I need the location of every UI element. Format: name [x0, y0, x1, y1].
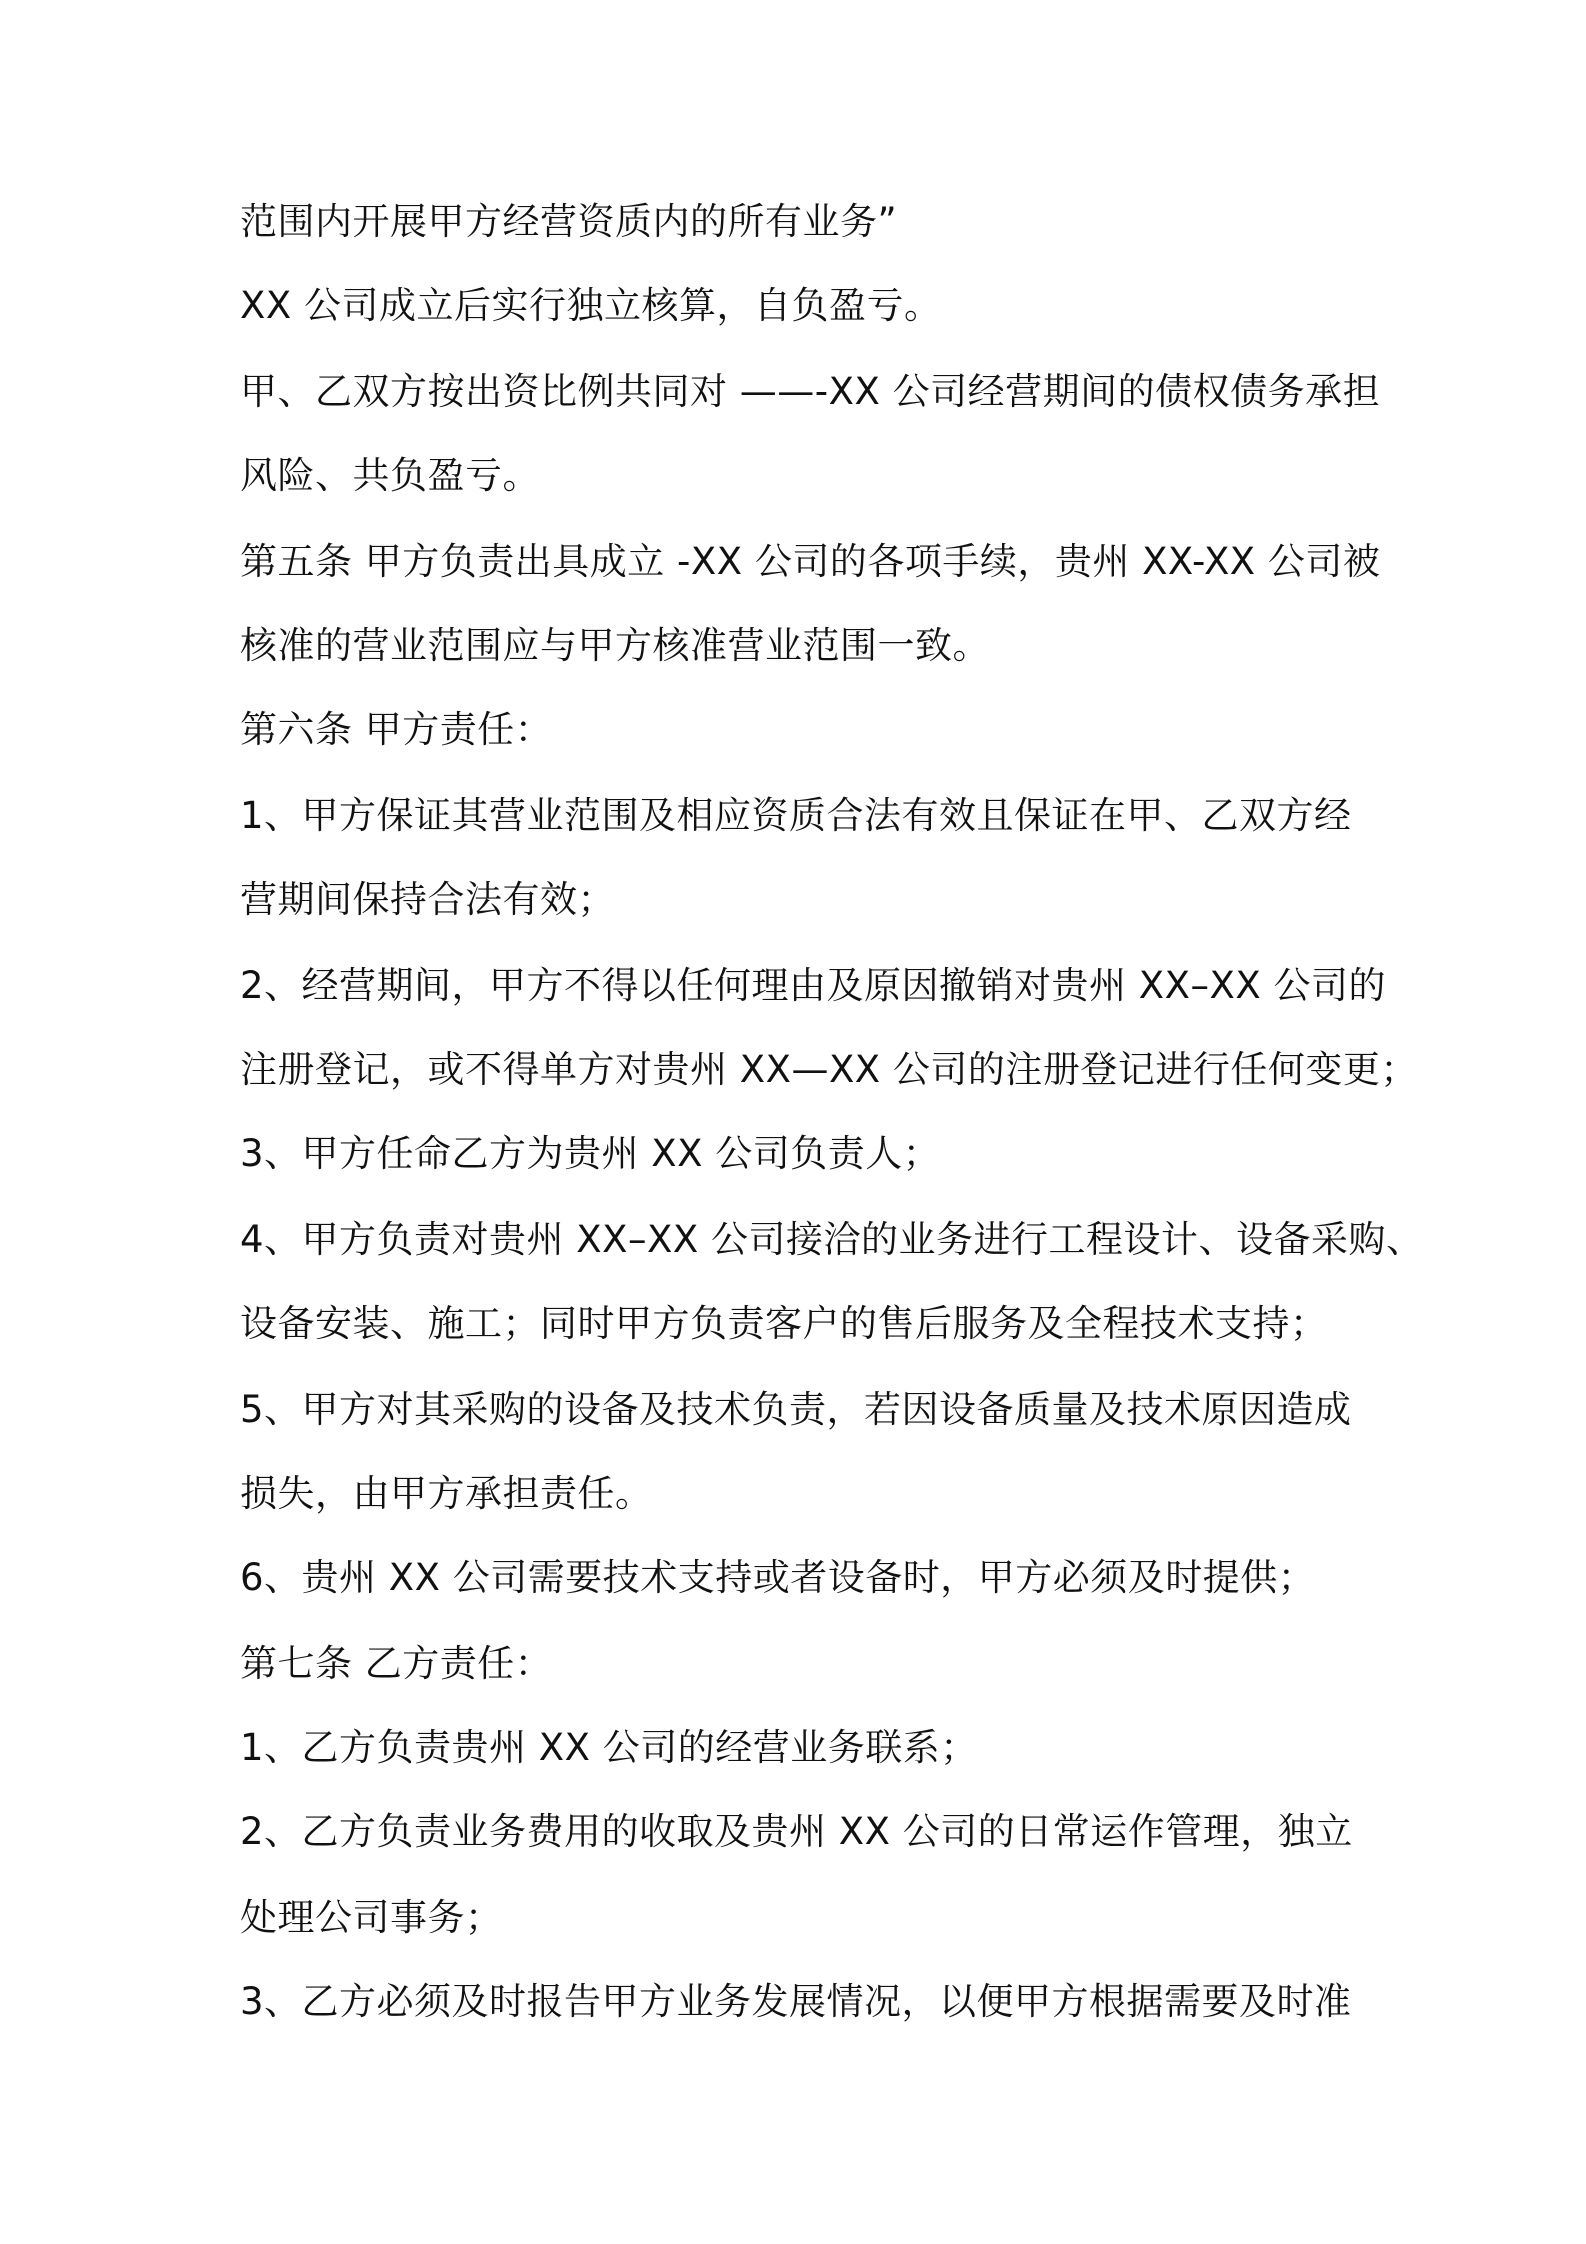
text-line: 1、乙方负责贵州 XX 公司的经营业务联系；: [240, 1726, 978, 1769]
text-line: 2、乙方负责业务费用的收取及贵州 XX 公司的日常运作管理，独立: [240, 1810, 1353, 1853]
text-line: 2、经营期间，甲方不得以任何理由及原因撤销对贵州 XX–XX 公司的: [240, 964, 1386, 1007]
text-line: 处理公司事务；: [240, 1896, 503, 1939]
text-line: 5、甲方对其采购的设备及技术负责，若因设备质量及技术原因造成: [240, 1388, 1352, 1431]
text-line: 4、甲方负责对贵州 XX–XX 公司接洽的业务进行工程设计、设备采购、: [240, 1218, 1424, 1261]
text-line: 3、甲方任命乙方为贵州 XX 公司负责人；: [240, 1132, 941, 1175]
text-line: 第五条 甲方负责出具成立 -XX 公司的各项手续，贵州 XX-XX 公司被: [240, 540, 1381, 583]
text-line: 注册登记，或不得单方对贵州 XX—XX 公司的注册登记进行任何变更；: [240, 1048, 1418, 1091]
text-line: 营期间保持合法有效；: [240, 878, 615, 921]
text-line: 核准的营业范围应与甲方核准营业范围一致。: [240, 624, 990, 667]
text-line: 第七条 乙方责任：: [240, 1642, 553, 1685]
text-line: 甲、乙双方按出资比例共同对 ——-XX 公司经营期间的债权债务承担: [240, 370, 1381, 413]
text-line: 风险、共负盈亏。: [240, 454, 540, 497]
text-line: 损失，由甲方承担责任。: [240, 1472, 653, 1515]
text-line: 第六条 甲方责任：: [240, 708, 553, 751]
text-line: 设备安装、施工；同时甲方负责客户的售后服务及全程技术支持；: [240, 1302, 1328, 1345]
text-line: 范围内开展甲方经营资质内的所有业务”: [240, 200, 898, 243]
text-line: 6、贵州 XX 公司需要技术支持或者设备时，甲方必须及时提供；: [240, 1556, 1316, 1599]
text-line: 3、乙方必须及时报告甲方业务发展情况，以便甲方根据需要及时准: [240, 1980, 1352, 2023]
text-line: XX 公司成立后实行独立核算，自负盈亏。: [240, 284, 942, 327]
text-line: 1、甲方保证其营业范围及相应资质合法有效且保证在甲、乙双方经: [240, 794, 1352, 837]
